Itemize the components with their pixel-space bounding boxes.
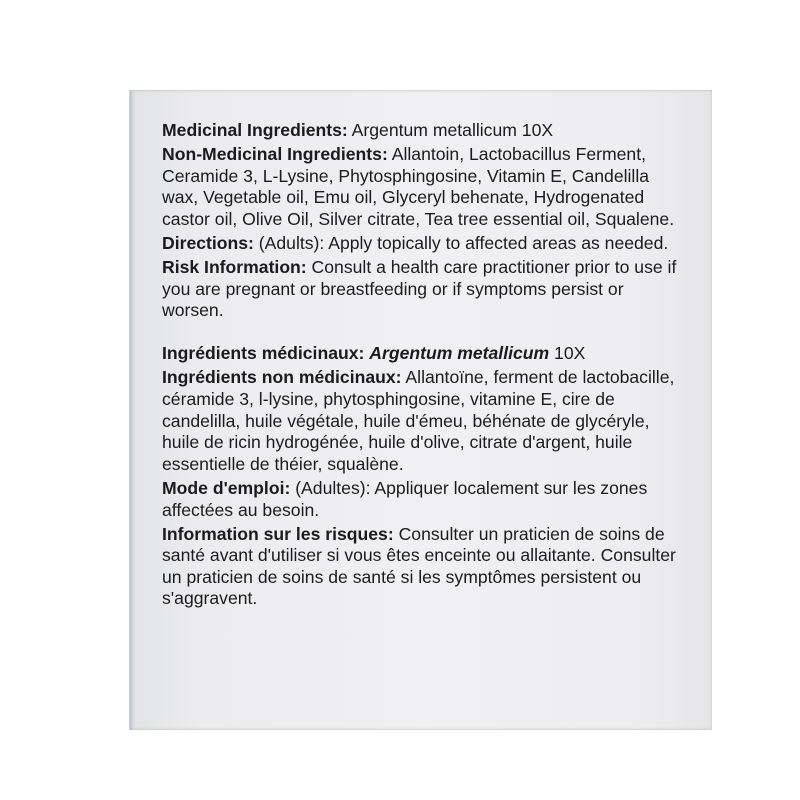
en-medicinal-text: Argentum metallicum 10X — [347, 120, 554, 140]
fr-non-medicinal-ingredients — [162, 367, 682, 475]
language-separator — [162, 324, 682, 343]
fr-risk-text: Consulter un praticien de soins de santé avant d'utiliser si vous êtes enceinte ou allaitante. Consulter un praticien de soins de santé si les symptômes persistent ou s'aggravent. — [162, 523, 676, 609]
fr-medicinal-strength: 10X — [549, 343, 586, 364]
en-non-medicinal-ingredients — [162, 144, 682, 230]
en-directions — [162, 233, 682, 255]
en-non-medicinal-label: Non-Medicinal Ingredients: — [162, 144, 388, 165]
fr-risk-label: Information sur les risques: — [162, 523, 394, 544]
en-risk-label: Risk Information: — [162, 257, 307, 278]
en-directions-text: (Adults): Apply topically to affected areas as needed. — [253, 232, 669, 253]
fr-medicinal-label: Ingrédients médicinaux: — [162, 343, 370, 364]
fr-risk-information — [162, 524, 682, 610]
en-medicinal-label: Medicinal Ingredients: — [162, 120, 348, 140]
ingredient-label — [162, 120, 682, 612]
fr-directions — [162, 478, 682, 521]
fr-medicinal-ingredient: Argentum metallicum — [369, 343, 550, 364]
en-medicinal-ingredients — [162, 120, 682, 142]
fr-directions-label: Mode d'emploi: — [162, 477, 291, 498]
fr-medicinal-ingredients — [162, 343, 682, 365]
fr-non-medicinal-label: Ingrédients non médicinaux: — [162, 367, 402, 388]
en-risk-information — [162, 257, 682, 322]
en-directions-label: Directions: — [162, 232, 254, 253]
fr-directions-text: (Adultes): Appliquer localement sur les zones affectées au besoin. — [162, 477, 648, 520]
en-risk-text: Consult a health care practitioner prior to use if you are pregnant or breastfeeding or if symptoms persist or worsen. — [162, 257, 677, 321]
en-non-medicinal-text: Allantoin, Lactobacillus Ferment, Ceramide 3, L-Lysine, Phytosphingosine, Vitamin E, Candelilla wax, Vegetable oil, Emu oil, Glyceryl behenate, Hydrogenated castor oil, Olive Oil, Silver citrate, Tea tree essential oil, Squalene. — [162, 144, 675, 229]
fr-non-medicinal-text: Allantoïne, ferment de lactobacille, céramide 3, l-lysine, phytosphingosine, vitamine E, cire de candelilla, huile végétale, huile d'émeu, béhénate de glycéryle, huile de ricin hydrogénée, huile d'olive, citrate d'argent, huile essentielle de théier, squalène. — [162, 367, 675, 474]
